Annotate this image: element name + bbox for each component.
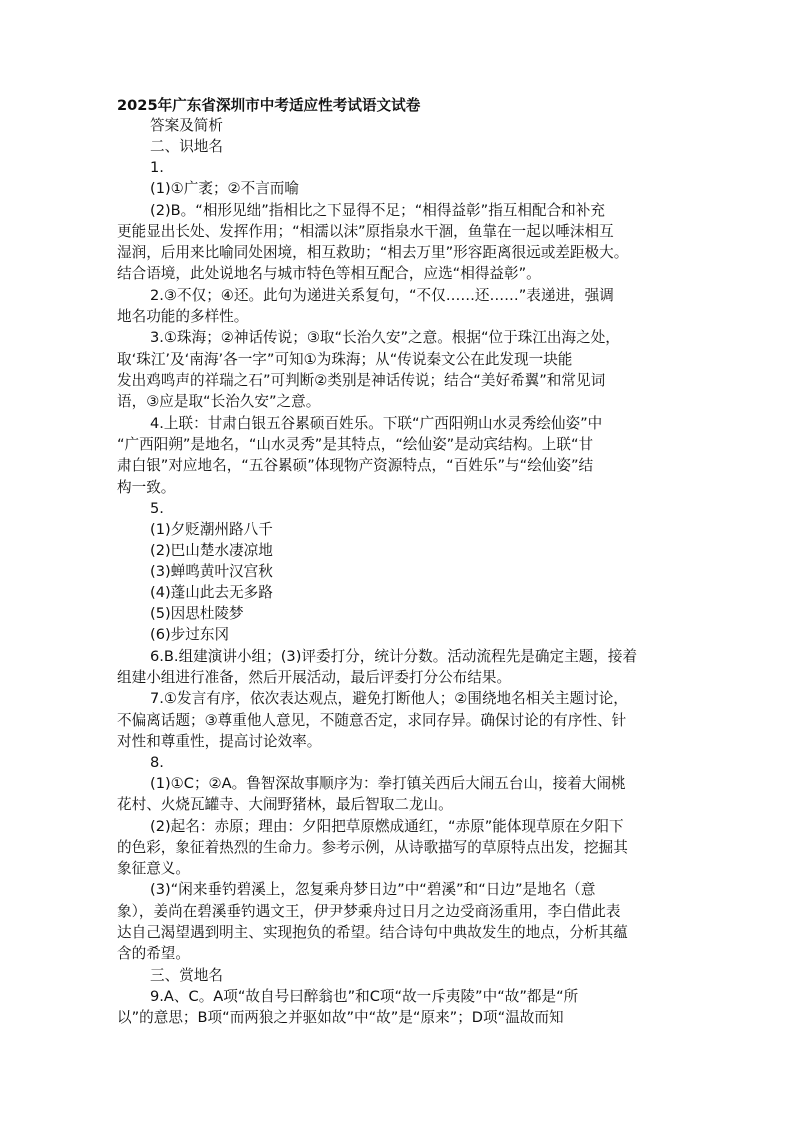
q2-line1: 2.③不仅；④还。此句为递进关系复句，“不仅……还……”表递进，强调 bbox=[150, 287, 614, 304]
q8-part3-line3: 达自己渴望遇到明主、实现抱负的希望。结合诗句中典故发生的地点，分析其蕴 bbox=[117, 924, 628, 941]
q5-item: (6)步过东冈 bbox=[150, 626, 230, 643]
q6-line1: 6.B.组建演讲小组；(3)评委打分，统计分数。活动流程先是确定主题，接着 bbox=[150, 648, 638, 665]
q5-item: (4)蓬山此去无多路 bbox=[150, 584, 273, 601]
q9-line1: 9.A、C。A项“故自号曰醉翁也”和C项“故一斥夷陵”中“故”都是“所 bbox=[150, 988, 579, 1005]
q8-part2-line2: 的色彩，象征着热烈的生命力。参考示例，从诗歌描写的草原特点出发，挖掘其 bbox=[117, 839, 628, 856]
q5-item: (1)夕贬潮州路八千 bbox=[150, 521, 273, 538]
q8-part1-line2: 花村、火烧瓦罐寺、大闹野猪林，最后智取二龙山。 bbox=[117, 796, 453, 813]
q3-line3: 发出鸡鸣声的祥瑞之石”可判断②类别是神话传说；结合“美好希翼”和常见词 bbox=[117, 372, 606, 389]
q3-line4: 语，③应是取“长治久安”之意。 bbox=[117, 393, 321, 410]
q4-line4: 构一致。 bbox=[117, 479, 176, 496]
q8-part2-line1: (2)起名：赤原；理由：夕阳把草原燃成通红，“赤原”能体现草原在夕阳下 bbox=[150, 818, 624, 835]
section-heading-2: 二、识地名 bbox=[150, 138, 223, 155]
q1-part1: (1)①广袤；②不言而喻 bbox=[150, 180, 299, 197]
q8-number: 8. bbox=[150, 754, 164, 771]
q1-number: 1. bbox=[150, 159, 164, 176]
q7-line3: 对性和尊重性，提高讨论效率。 bbox=[117, 733, 322, 750]
q5-item: (2)巴山楚水凄凉地 bbox=[150, 542, 273, 559]
q8-part3-line4: 含的希望。 bbox=[117, 945, 190, 962]
q1-part2-line2: 更能显出长处、发挥作用；“相濡以沫”原指泉水干涸，鱼靠在一起以唾沫相互 bbox=[117, 223, 614, 240]
q1-part2-line4: 结合语境，此处说地名与城市特色等相互配合，应选“相得益彰”。 bbox=[117, 265, 541, 282]
q6-line2: 组建小组进行准备，然后开展活动，最后评委打分公布结果。 bbox=[117, 669, 512, 686]
answer-subtitle: 答案及简析 bbox=[150, 117, 223, 134]
q4-line2: “广西阳朔”是地名，“山水灵秀”是其特点，“绘仙姿”是动宾结构。上联“甘 bbox=[117, 436, 594, 453]
q7-line2: 不偏离话题；③尊重他人意见，不随意否定，求同存异。确保讨论的有序性、针 bbox=[117, 712, 627, 729]
q8-part3-line2: 象），姜尚在碧溪垂钓遇文王，伊尹梦乘舟过日月之边受商汤重用，李白借此表 bbox=[117, 903, 621, 920]
q5-item: (5)因思杜陵梦 bbox=[150, 605, 244, 622]
q2-line2: 地名功能的多样性。 bbox=[117, 308, 249, 325]
q5-item: (3)蝉鸣黄叶汉宫秋 bbox=[150, 563, 273, 580]
q1-part2-line3: 湿润，后用来比喻同处困境，相互救助；“相去万里”形容距离很远或差距极大。 bbox=[117, 244, 629, 261]
q8-part3-line1: (3)“闲来垂钓碧溪上，忽复乘舟梦日边”中“碧溪”和“日边”是地名（意 bbox=[150, 881, 596, 898]
q8-part2-line3: 象征意义。 bbox=[117, 860, 190, 877]
section-heading-3: 三、赏地名 bbox=[150, 967, 223, 984]
q3-line1: 3.①珠海；②神话传说；③取“长治久安”之意。根据“位于珠江出海之处， bbox=[150, 329, 620, 346]
q9-line2: 以”的意思；B项“而两狼之并驱如故”中“故”是“原来”；D项“温故而知 bbox=[117, 1009, 564, 1026]
q3-line2: 取‘珠江’及‘南海’各一字”可知①为珠海；从“传说秦文公在此发现一块能 bbox=[117, 351, 573, 368]
q4-line3: 肃白银”对应地名，“五谷累硕”体现物产资源特点，“百姓乐”与“绘仙姿”结 bbox=[117, 457, 594, 474]
q7-line1: 7.①发言有序，依次表达观点，避免打断他人；②围绕地名相关主题讨论， bbox=[150, 690, 628, 707]
q4-line1: 4.上联：甘肃白银五谷累硕百姓乐。下联“广西阳朔山水灵秀绘仙姿”中 bbox=[150, 415, 603, 432]
q8-part1-line1: (1)①C；②A。鲁智深故事顺序为：拳打镇关西后大闹五台山，接着大闹桃 bbox=[150, 775, 626, 792]
document-title: 2025年广东省深圳市中考适应性考试语文试卷 bbox=[117, 97, 421, 114]
q5-number: 5. bbox=[150, 500, 164, 517]
q1-part2-line1: (2)B。“相形见绌”指相比之下显得不足；“相得益彰”指互相配合和补充 bbox=[150, 202, 605, 219]
